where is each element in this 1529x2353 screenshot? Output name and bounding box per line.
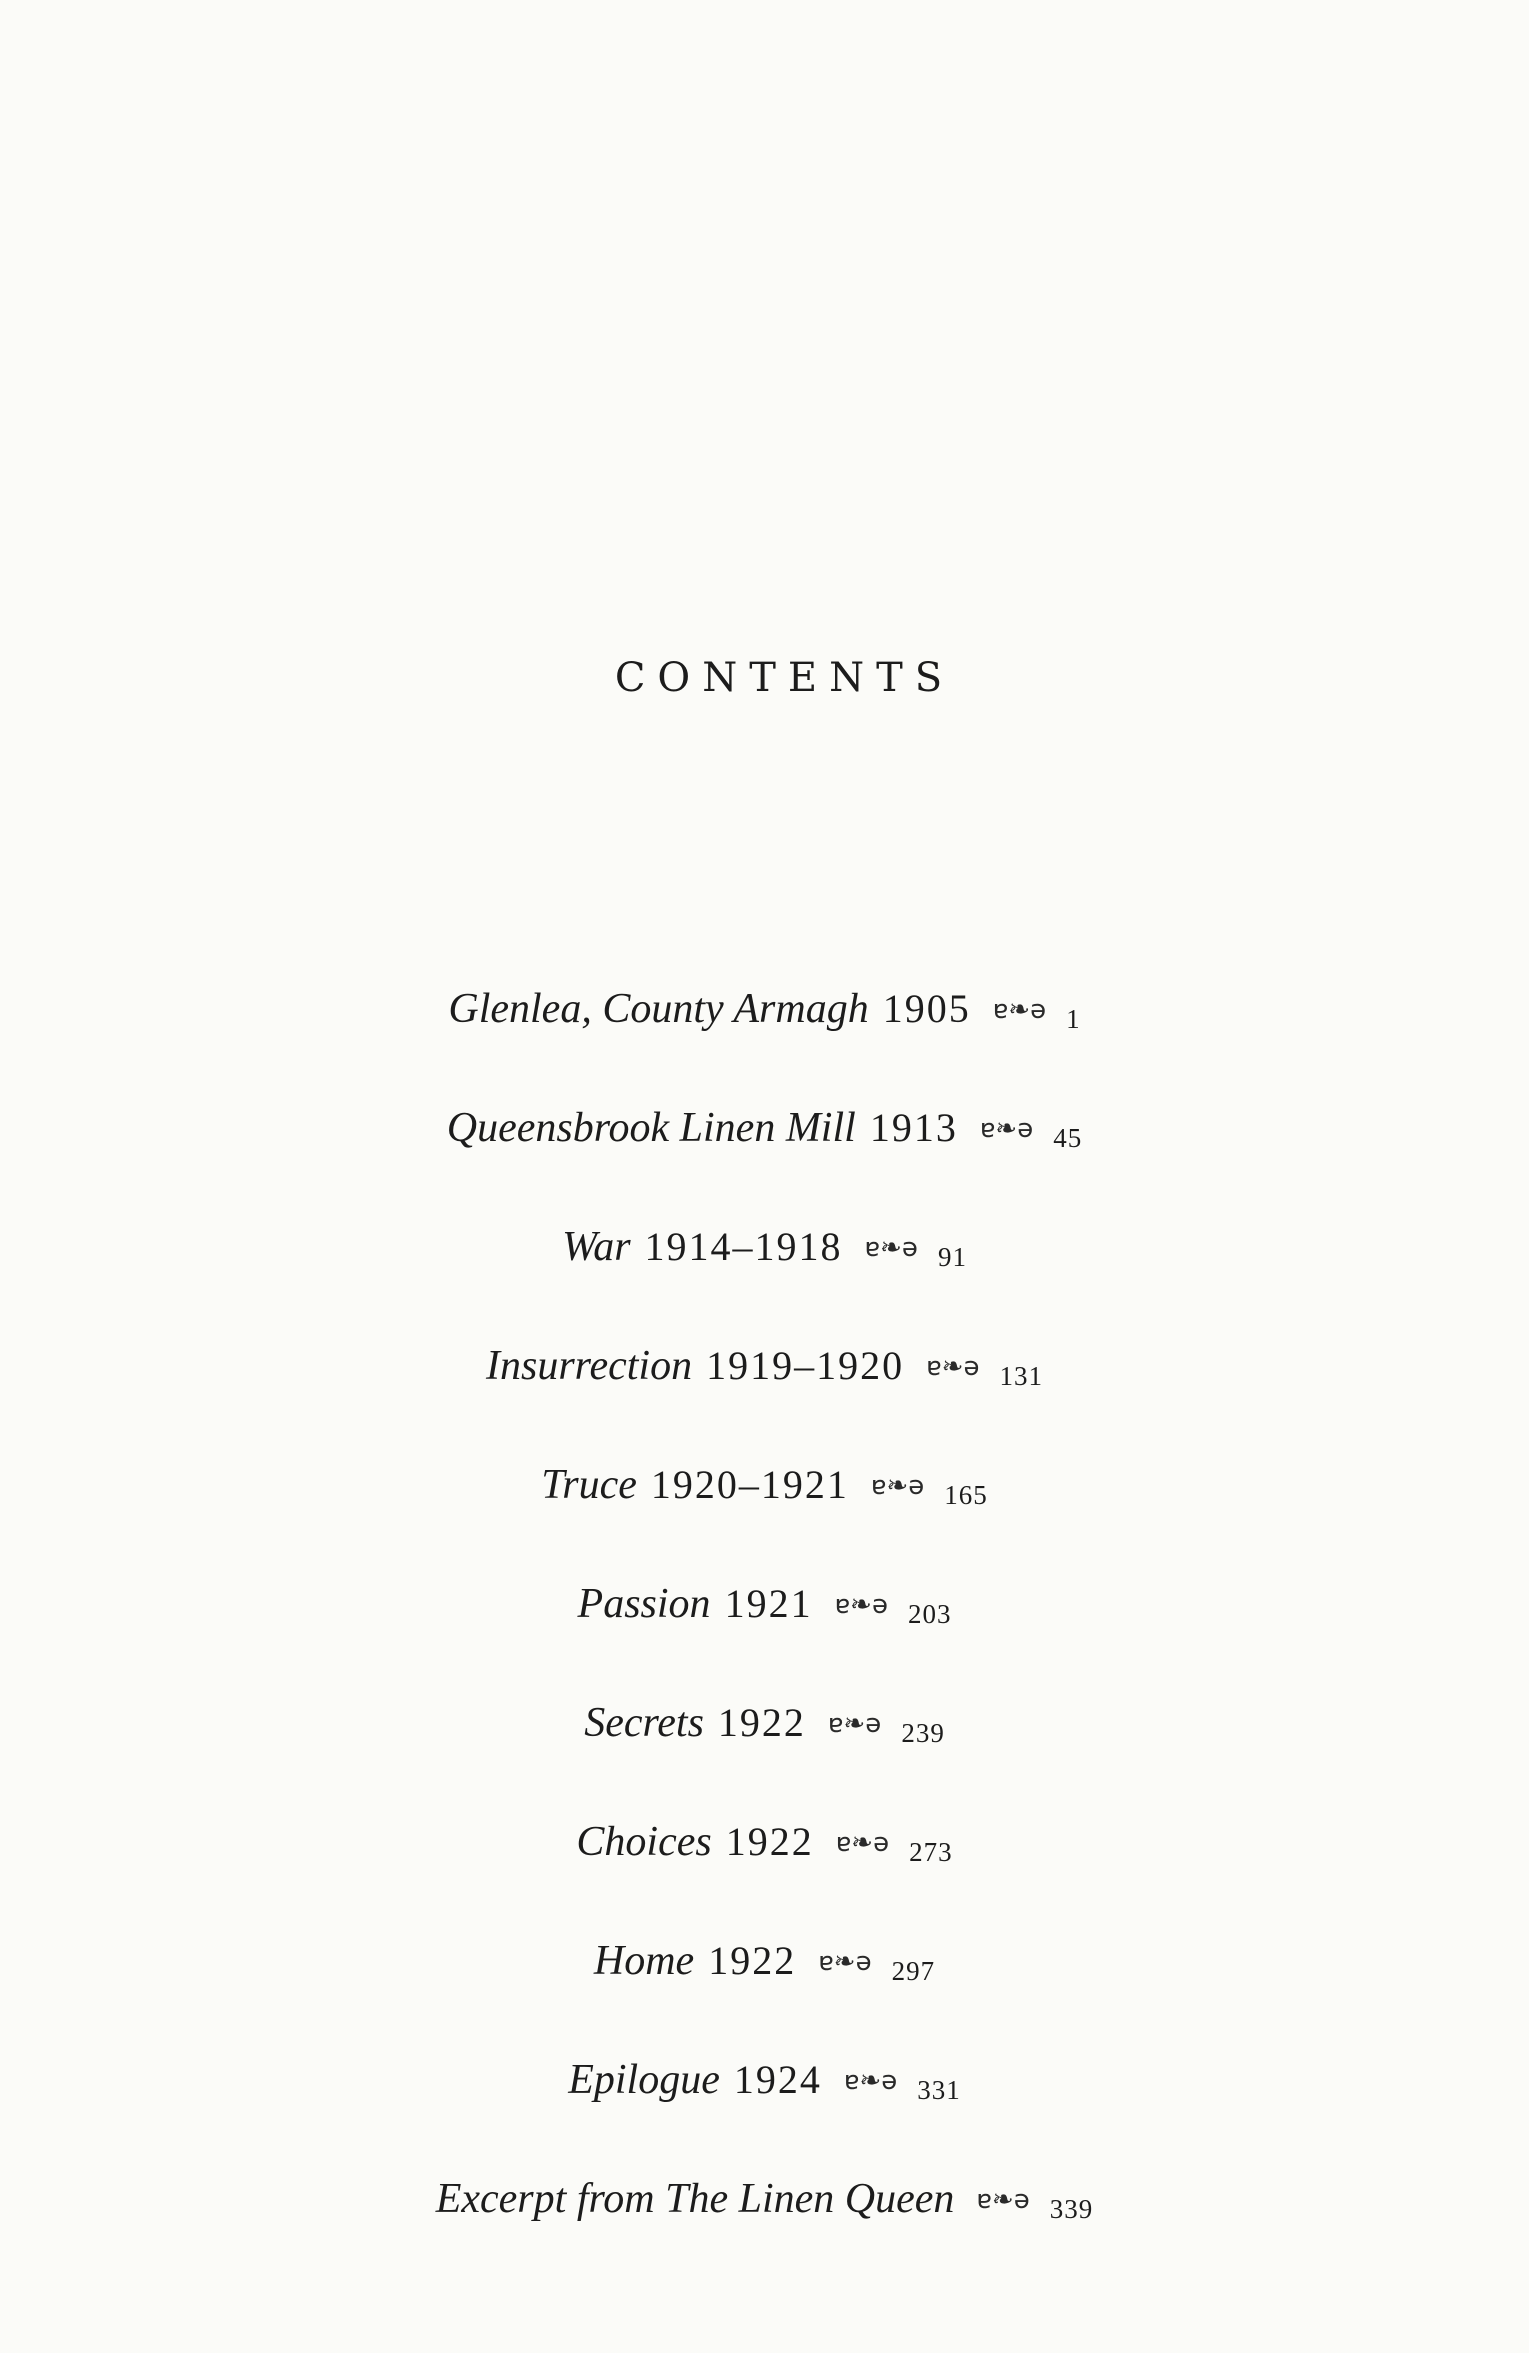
entry-title: War [562,1224,631,1270]
page-number: 273 [909,1837,953,1867]
page-number: 239 [901,1718,945,1748]
ornament-icon: ɐ❧ə [835,1828,890,1858]
ornament-icon: ɐ❧ə [843,2066,898,2096]
entry-title: Truce [541,1462,637,1508]
entry-year: 1905 [882,986,971,1031]
ornament-icon: ɐ❧ə [864,1233,918,1263]
contents-heading: CONTENTS [614,655,955,701]
entry-year: 1922 [708,1938,797,1983]
entry-title: Home [593,1938,695,1984]
ornament-icon: ɐ❧ə [992,995,1047,1025]
toc-entry [0,1937,1529,2056]
ornament-icon: ɐ❧ə [870,1471,925,1501]
page-number: 131 [999,1361,1043,1391]
entry-year: 1914–1918 [644,1224,843,1269]
toc-entry [0,1104,1529,1223]
entry-year: 1921 [724,1581,813,1626]
entry-title: Glenlea, County Armagh [448,986,869,1032]
page-number: 45 [1053,1123,1083,1153]
page-number: 165 [944,1480,988,1510]
ornament-icon: ɐ❧ə [926,1352,980,1382]
entry-year: 1919–1920 [706,1343,905,1388]
entry-year: 1924 [733,2057,822,2102]
page-number: 331 [917,2075,961,2105]
toc-entry [0,2056,1529,2175]
ornament-icon: ɐ❧ə [976,2185,1030,2215]
entry-title: Queensbrook Linen Mill [446,1105,856,1151]
ornament-icon: ɐ❧ə [818,1947,872,1977]
table-of-contents [0,985,1529,2294]
entry-title: Passion [577,1581,711,1627]
toc-entry [0,1580,1529,1699]
entry-title: Choices [576,1819,712,1865]
entry-year: 1920–1921 [650,1462,849,1507]
page-number: 203 [907,1599,952,1629]
entry-year: 1922 [717,1700,806,1745]
entry-title: Secrets [584,1700,704,1746]
entry-year: 1913 [869,1105,958,1150]
toc-entry [0,1342,1529,1461]
toc-entry [0,2175,1529,2294]
toc-entry [0,1223,1529,1342]
entry-title: Excerpt from The Linen Queen [435,2176,955,2222]
toc-entry [0,985,1529,1104]
ornament-icon: ɐ❧ə [979,1114,1034,1144]
toc-entry [0,1818,1529,1937]
entry-title: Epilogue [568,2057,720,2103]
ornament-icon: ɐ❧ə [834,1590,888,1620]
page-number: 339 [1049,2194,1094,2224]
page-number: 91 [937,1242,967,1272]
page-number: 1 [1066,1004,1081,1034]
page-number: 297 [891,1956,936,1986]
entry-title: Insurrection [486,1343,693,1389]
toc-entry [0,1461,1529,1580]
toc-entry [0,1699,1529,1818]
ornament-icon: ɐ❧ə [827,1709,882,1739]
entry-year: 1922 [725,1819,814,1864]
